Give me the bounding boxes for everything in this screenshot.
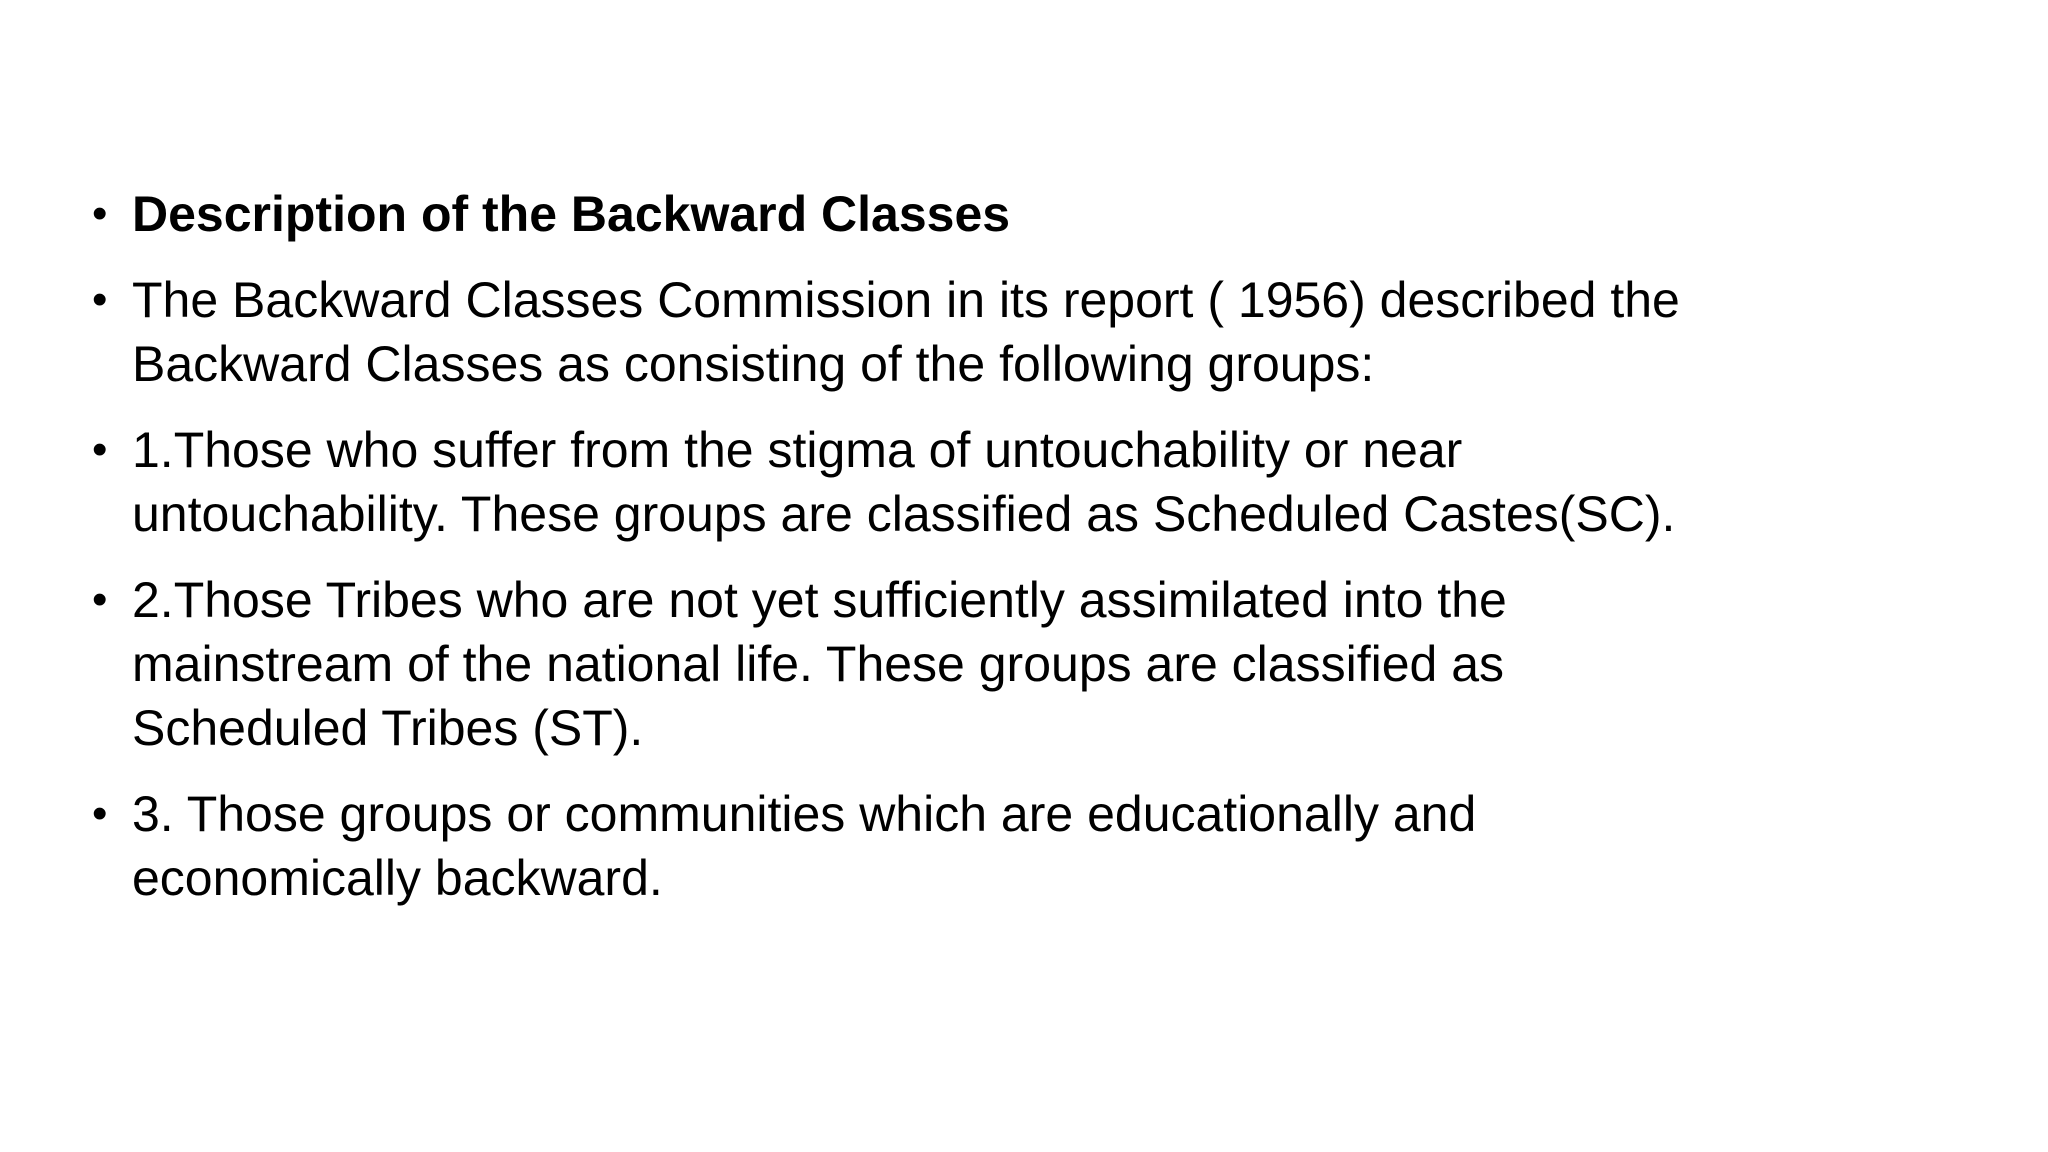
bullet-icon: • [92,275,108,324]
bullet-commission-text: The Backward Classes Commission in its report ( 1956) described the Backward Classes as consisting of the following groups: [132,272,1680,392]
bullet-item-heading [92,182,1972,246]
bullet-scheduled-castes-text: 1.Those who suffer from the stigma of untouchability or near untouchability. These groups are classified as Scheduled Castes(SC). [132,422,1676,542]
bullet-icon: • [92,425,108,474]
bullet-item-commission [92,268,1972,396]
bullet-icon: • [92,575,108,624]
bullet-scheduled-tribes-text: 2.Those Tribes who are not yet sufficiently assimilated into the mainstream of the national life. These groups are classified as Scheduled Tribes (ST). [132,572,1507,756]
bullet-icon: • [92,189,108,238]
bullet-icon: • [92,789,108,838]
bullet-item-scheduled-tribes [92,568,1972,760]
bullet-item-scheduled-castes [92,418,1972,546]
bullet-list [92,182,1972,910]
bullet-heading-text: Description of the Backward Classes [132,186,1011,242]
slide-content [92,182,1972,932]
bullet-backward-groups-text: 3. Those groups or communities which are educationally and economically backward. [132,786,1477,906]
bullet-item-backward-groups [92,782,1972,910]
